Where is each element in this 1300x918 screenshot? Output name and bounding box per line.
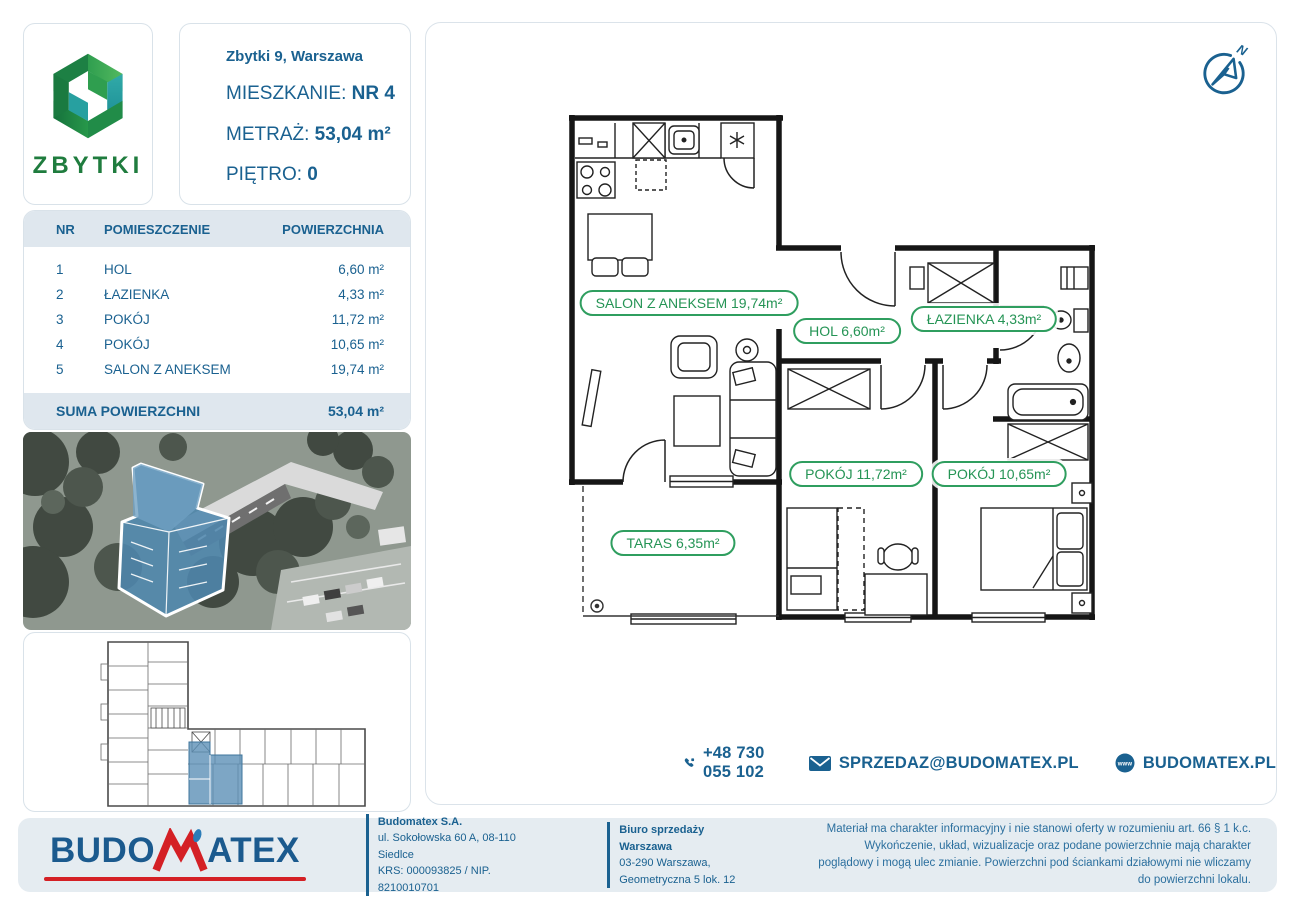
website-contact[interactable]	[1115, 753, 1276, 773]
table-row	[24, 357, 410, 382]
sum-value: 53,04 m²	[327, 403, 384, 419]
row-name: POKÓJ	[104, 337, 150, 352]
col-area: POWIERZCHNIA	[282, 221, 384, 237]
apartment-info-box	[179, 23, 411, 205]
row-nr: 2	[56, 287, 64, 302]
email-contact[interactable]	[809, 754, 1079, 773]
legal-disclaimer: Materiał ma charakter informacyjny i nie stanowi oferty w rozumieniu art. 66 § 1 k.c. Wykończenie, układ, wizualizacje oraz podane powierzchnie mają charakter poglądowy i mogą ulec zmianie. Powierzchni pod ściankami działowymi nie wliczamy do powierzchni lokalu.	[818, 822, 1252, 887]
row-area: 11,72 m²	[331, 312, 384, 327]
room-label-lazienka: ŁAZIENKA 4,33m²	[911, 306, 1057, 332]
phone-number: +48 730 055 102	[702, 744, 765, 781]
phone-icon	[684, 753, 695, 773]
compass-north-icon	[1192, 39, 1256, 103]
website-url: BUDOMATEX.PL	[1142, 753, 1276, 772]
office-line2: Geometryczna 5 lok. 12	[619, 873, 736, 886]
room-label-hol: HOL 6,60m²	[793, 318, 901, 344]
row-area: 19,74 m²	[330, 362, 384, 377]
aerial-photo-illustration	[23, 432, 411, 630]
building-floor-overview	[23, 632, 411, 812]
room-label-pokoj-2: POKÓJ 10,65m²	[932, 461, 1067, 487]
row-name: ŁAZIENKA	[104, 287, 170, 302]
row-nr: 3	[56, 312, 64, 327]
bedroom1-furniture	[787, 508, 927, 615]
room-label-salon: SALON Z ANEKSEM 19,74m²	[580, 290, 799, 316]
contact-row	[684, 744, 1276, 782]
row-name: SALON Z ANEKSEM	[104, 362, 231, 377]
www-globe-icon	[1115, 753, 1135, 773]
area-label: METRAŻ:	[226, 123, 310, 145]
row-name: HOL	[104, 262, 132, 277]
envelope-icon	[809, 755, 831, 772]
office-line1: 03-290 Warszawa,	[619, 857, 711, 869]
row-area: 6,60 m²	[338, 262, 384, 277]
row-nr: 4	[56, 337, 64, 352]
www-label: www	[1117, 761, 1133, 768]
rooms-table-body	[24, 247, 410, 382]
developer-logo-box	[23, 23, 153, 205]
sum-label: SUMA POWIERZCHNI	[56, 403, 201, 419]
budomatex-m-icon	[152, 828, 210, 874]
bedroom2-furniture	[981, 483, 1092, 613]
aerial-photo	[23, 432, 411, 630]
table-row	[24, 282, 410, 307]
budomatex-logo	[44, 828, 306, 883]
brand-name: ZBYTKI	[32, 152, 144, 179]
room-label-pokoj-1: POKÓJ 11,72m²	[789, 461, 923, 487]
floor-value: 0	[307, 163, 318, 185]
footer-bar	[18, 815, 1277, 894]
row-nr: 1	[56, 262, 64, 277]
table-row	[24, 332, 410, 357]
apartment-number-line	[226, 83, 400, 105]
building-plan-icon	[35, 636, 399, 808]
table-row	[24, 257, 410, 282]
office-name: Biuro sprzedaży Warszawa	[619, 824, 705, 853]
living-room-furniture	[582, 336, 776, 476]
floor-line	[226, 164, 400, 186]
area-line	[226, 124, 400, 146]
col-nr: NR	[56, 221, 75, 237]
row-name: POKÓJ	[104, 312, 150, 327]
company-street: ul. Sokołowska 60 A, 08-110 Siedlce	[377, 832, 516, 861]
apartment-value: NR 4	[351, 83, 395, 105]
email-address: SPRZEDAZ@BUDOMATEX.PL	[838, 753, 1079, 772]
company-address-block	[366, 814, 552, 897]
rooms-table	[23, 210, 411, 430]
row-nr: 5	[56, 362, 64, 377]
area-sum-row	[24, 393, 410, 429]
table-row	[24, 307, 410, 332]
area-value: 53,04 m²	[314, 123, 391, 145]
col-room: POMIESZCZENIE	[104, 221, 211, 237]
budomatex-logo-text-right: ATEX	[207, 831, 300, 870]
apartment-label: MIESZKANIE:	[226, 83, 347, 105]
company-name: Budomatex S.A.	[377, 815, 463, 828]
north-label: N	[1234, 41, 1250, 59]
floor-plan-panel	[425, 22, 1277, 805]
row-area: 4,33 m²	[338, 287, 384, 302]
room-label-taras: TARAS 6,35m²	[610, 530, 735, 556]
sales-office-block	[607, 822, 758, 888]
floor-label: PIĘTRO:	[226, 163, 303, 185]
budomatex-logo-text-left: BUDO	[50, 831, 156, 870]
logo-underline	[44, 877, 306, 881]
zbytki-hexagon-logo-icon	[40, 48, 136, 144]
row-area: 10,65 m²	[330, 337, 384, 352]
kitchen-furniture	[575, 123, 754, 276]
phone-contact[interactable]	[684, 744, 773, 782]
bathroom-fixtures	[1008, 267, 1088, 460]
project-name: Zbytki 9, Warszawa	[226, 48, 363, 65]
company-ids: KRS: 000093825 / NIP. 8210010701	[377, 865, 491, 894]
rooms-table-header	[24, 211, 410, 247]
